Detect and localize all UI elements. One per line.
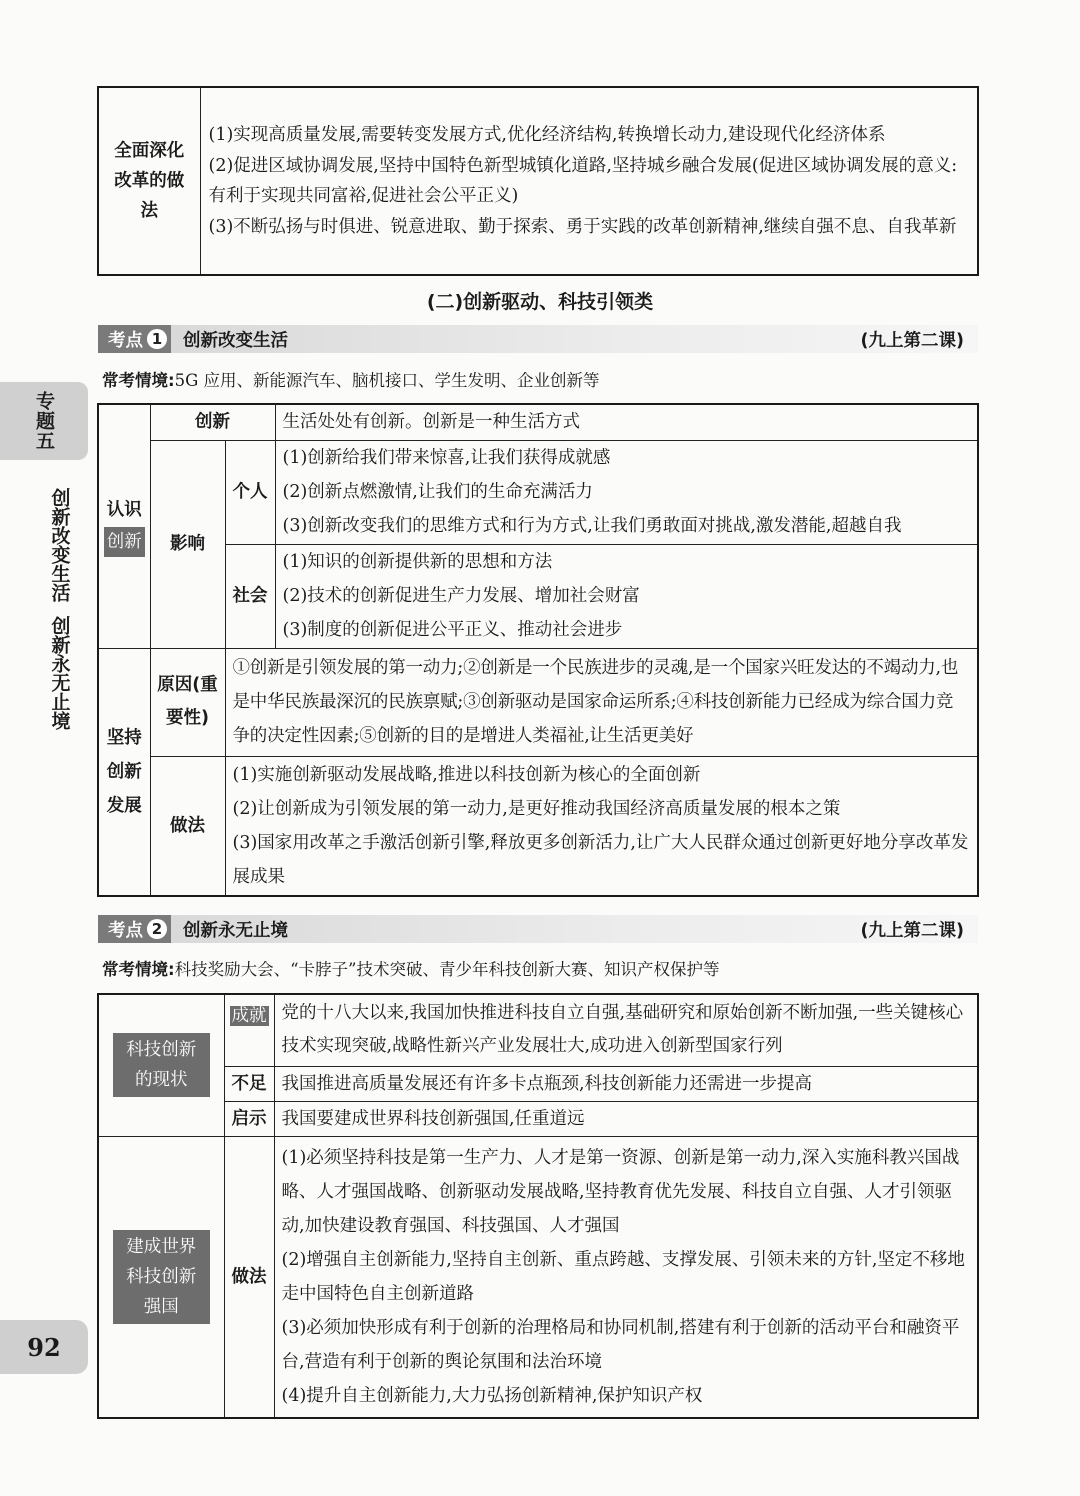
zuofa1-item-2: (2)让创新成为引领发展的第一动力,是更好推动我国经济高质量发展的根本之策 (232, 798, 841, 819)
reform-content (200, 87, 978, 275)
topic2-scene-label: 常考情境: (102, 960, 175, 979)
topic2-scene-text: 科技奖励大会、“卡脖子”技术突破、青少年科技创新大赛、知识产权保护等 (174, 960, 720, 979)
reform-item-1: (1)实现高质量发展,需要转变发展方式,优化经济结构,转换增长动力,建设现代化经济体系 (208, 125, 886, 145)
geren-item-2: (2)创新点燃激情,让我们的生命充满活力 (282, 482, 593, 502)
zuofa1-item-1: (1)实施创新驱动发展战略,推进以科技创新为核心的全面创新 (232, 764, 701, 785)
topic1-scene-label: 常考情境: (102, 371, 175, 390)
topic2-tag-text: 考点 (108, 920, 143, 941)
reform-label-text: 全面深化改革的做法 (114, 141, 185, 221)
side-title-1: 创新改变生活 (48, 488, 71, 602)
topic1-bar (98, 325, 978, 353)
shehui-item-3: (3)制度的创新促进公平正义、推动社会进步 (282, 620, 623, 640)
zuofa2-item-4: (4)提升自主创新能力,大力弘扬创新精神,保护知识产权 (281, 1385, 703, 1406)
jianchi-label: 坚持创新发展 (98, 648, 150, 896)
jiancheng-label: 建成世界科技创新强国 (113, 1230, 210, 1324)
side-vertical-titles (46, 488, 72, 730)
topic1-title: 创新改变生活 (183, 330, 288, 351)
reform-item-3: (3)不断弘扬与时俱进、锐意进取、勤于探索、勇于实践的改革创新精神,继续自强不息、自我革新 (208, 216, 957, 237)
topic1-course: (九上第二课) (860, 330, 964, 351)
geren-item-1: (1)创新给我们带来惊喜,让我们获得成就感 (282, 448, 611, 468)
shehui-item-1: (1)知识的创新提供新的思想和方法 (282, 552, 553, 572)
chuangxin-label: 创新 (150, 404, 275, 440)
zuofa2-content (274, 1136, 978, 1418)
topic2-tag (98, 915, 171, 943)
chapter-tab-label: 专题五 (33, 391, 55, 451)
geren-content (275, 440, 978, 544)
buzu-text: 我国推进高质量发展还有许多卡点瓶颈,科技创新能力还需进一步提高 (274, 1066, 978, 1101)
chengjiu-content (274, 994, 978, 1066)
reform-label (98, 87, 200, 275)
shehui-item-2: (2)技术的创新促进生产力发展、增加社会财富 (282, 586, 640, 606)
topic2-course: (九上第二课) (860, 920, 964, 941)
buzu-label: 不足 (224, 1066, 274, 1101)
reform-item-2: (2)促进区域协调发展,坚持中国特色新型城镇化道路,坚持城乡融合发展(促进区域协调发展的意义:有利于实现共同富裕,促进社会公平正义) (208, 155, 958, 206)
zuofa1-label: 做法 (150, 756, 225, 896)
topic2-scene (102, 956, 719, 980)
yuanyin-label: 原因(重要性) (150, 648, 225, 756)
renshi-highlight: 创新 (104, 527, 145, 557)
renshi-cell (98, 404, 150, 648)
shehui-content (275, 544, 978, 648)
innovation-life-table (97, 403, 979, 897)
zuofa1-item-3: (3)国家用改革之手激活创新引擎,释放更多创新活力,让广大人民群众通过创新更好地分享改革发展成果 (232, 832, 969, 887)
topic2-bar (98, 915, 978, 943)
zuofa2-item-1: (1)必须坚持科技是第一生产力、人才是第一资源、创新是第一动力,深入实施科教兴国战略、人才强国战略、创新驱动发展战略,坚持教育优先发展、科技自立自强、人才引领驱动,加快建设教育强国、科技强国、人才强国 (281, 1147, 960, 1236)
geren-item-3: (3)创新改变我们的思维方式和行为方式,让我们勇敢面对挑战,激发潜能,超越自我 (282, 516, 902, 536)
chapter-tab (0, 382, 88, 460)
topic2-number-badge: 2 (147, 919, 167, 939)
page-number: 92 (0, 1320, 88, 1374)
renshi-label: 认识 (106, 500, 142, 521)
chuangxin-text: 生活处处有创新。创新是一种生活方式 (275, 404, 978, 440)
reform-table (97, 86, 979, 276)
yingxiang-label: 影响 (150, 440, 225, 648)
topic1-tag (98, 325, 171, 353)
topic1-scene (102, 367, 600, 391)
topic2-title: 创新永无止境 (183, 920, 288, 941)
shehui-label: 社会 (225, 544, 275, 648)
topic1-number-badge: 1 (147, 329, 167, 349)
chengjiu-label: 成就 (231, 1006, 267, 1026)
xianzhuang-label: 科技创新的现状 (113, 1033, 210, 1097)
xianzhuang-cell (98, 994, 224, 1136)
section-title: (二)创新驱动、科技引领类 (426, 291, 654, 313)
chengjiu-cell (224, 994, 274, 1066)
qishi-text: 我国要建成世界科技创新强国,任重道远 (274, 1101, 978, 1136)
jiancheng-cell (98, 1136, 224, 1418)
chengjiu-text: 党的十八大以来,我国加快推进科技自立自强,基础研究和原始创新不断加强,一些关键核心技术实现突破,战略性新兴产业发展壮大,成功进入创新型国家行列 (281, 1003, 964, 1057)
zuofa2-item-3: (3)必须加快形成有利于创新的治理格局和协同机制,搭建有利于创新的活动平台和融资平台,营造有利于创新的舆论氛围和法治环境 (281, 1317, 960, 1372)
topic1-scene-text: 5G 应用、新能源汽车、脑机接口、学生发明、企业创新等 (174, 371, 600, 390)
topic1-tag-text: 考点 (108, 330, 143, 351)
geren-label: 个人 (225, 440, 275, 544)
yuanyin-text: ①创新是引领发展的第一动力;②创新是一个民族进步的灵魂,是一个国家兴旺发达的不竭动力,也是中华民族最深沉的民族禀赋;③创新驱动是国家命运所系;④科技创新能力已经成为综合国力竞争的决定性因素;⑤创新的目的是增进人类福祉,让生活更美好 (225, 648, 978, 756)
qishi-label: 启示 (224, 1101, 274, 1136)
side-title-2: 创新永无止境 (48, 616, 71, 730)
zuofa2-item-2: (2)增强自主创新能力,坚持自主创新、重点跨越、支撑发展、引领未来的方针,坚定不移地走中国特色自主创新道路 (281, 1249, 965, 1304)
zuofa2-label: 做法 (224, 1136, 274, 1418)
innovation-endless-table (97, 993, 979, 1419)
zuofa1-content (225, 756, 978, 896)
